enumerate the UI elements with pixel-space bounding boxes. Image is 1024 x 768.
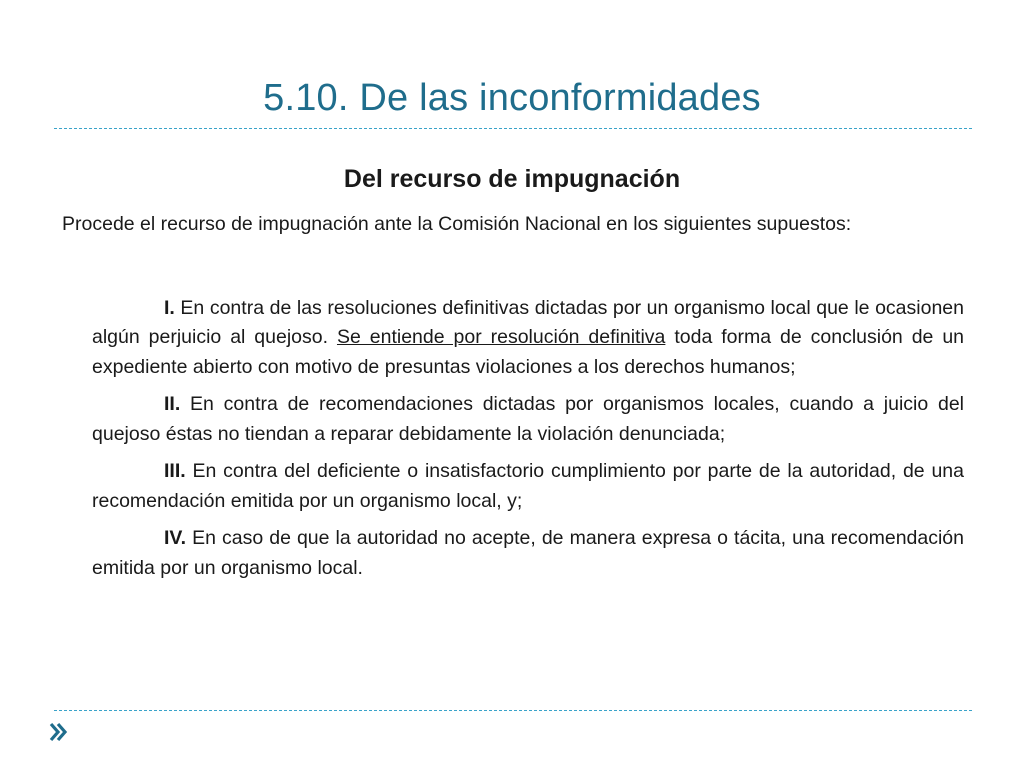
list-item <box>92 457 964 516</box>
item-numeral: I. <box>164 296 175 319</box>
list-item <box>92 390 964 449</box>
item-numeral: III. <box>164 460 186 482</box>
list-item <box>92 524 964 583</box>
underlined-text: Se entiende por resolución definitiva <box>336 326 666 348</box>
double-chevron-right-icon <box>48 722 68 742</box>
top-divider <box>54 128 972 129</box>
slide-title: 5.10. De las inconformidades <box>263 77 761 119</box>
slide-body <box>62 210 964 591</box>
item-text: toda forma de conclusión de un expediente abierto con motivo de presuntas violaciones a los derechos humanos; <box>92 326 965 378</box>
item-text: En contra del deficiente o insatisfactorio cumplimiento por parte de la autoridad, de una recomendación emitida por un organismo local, y; <box>92 460 964 512</box>
item-text: En contra de las resoluciones definitivas dictadas por un organismo local que le ocasionen algún perjuicio al quejoso. <box>92 296 964 348</box>
bottom-divider <box>54 710 972 711</box>
list-item <box>92 294 964 383</box>
slide-subtitle: Del recurso de impugnación <box>343 165 681 193</box>
item-text: En contra de recomendaciones dictadas por organismos locales, cuando a juicio del quejoso éstas no tiendan a reparar debidamente la violación denunciada; <box>92 393 964 445</box>
item-numeral: IV. <box>164 527 187 549</box>
item-numeral: II. <box>164 393 181 415</box>
item-text: En caso de que la autoridad no acepte, de manera expresa o tácita, una recomendación emitida por un organismo local. <box>92 527 964 579</box>
intro-paragraph: Procede el recurso de impugnación ante la Comisión Nacional en los siguientes supuestos: <box>62 213 852 235</box>
items-list <box>62 294 964 584</box>
